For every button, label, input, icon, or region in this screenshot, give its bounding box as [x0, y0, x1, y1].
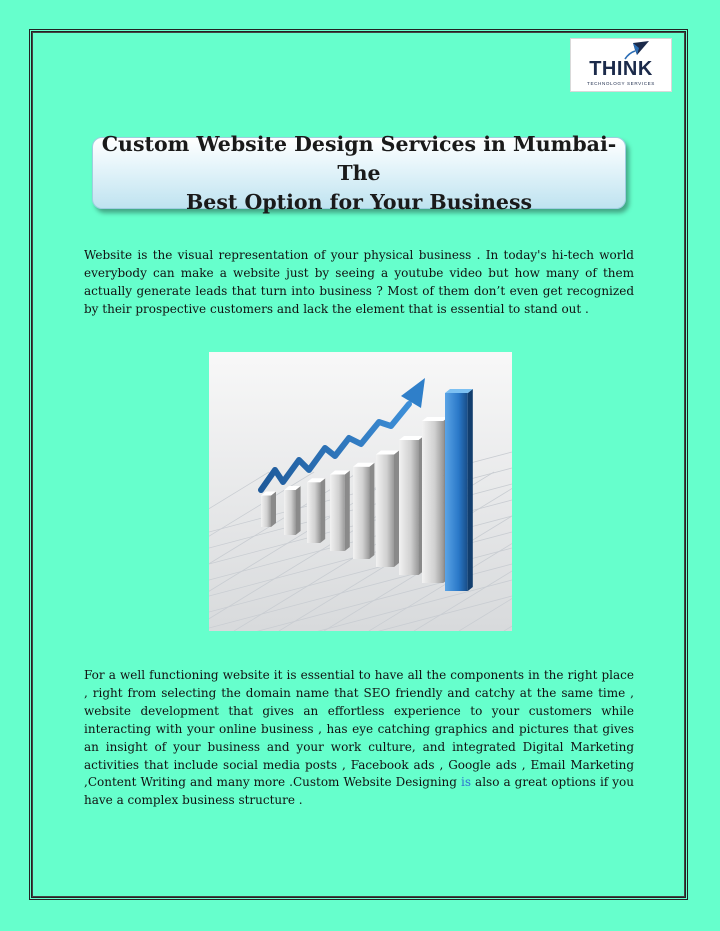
details-text-before: For a well functioning website it is essential to have all the components in the right place , right from selecting the domain name that SEO friendly and catchy at the same time , website development that gives an effortless experience to your customers while interacting with your online business , has eye catching graphics and pictures that gives an insight of your business and your work culture, and integrated Digital Marketing activities that include social media posts , Facebook ads , Google ads , Email Marketing ,Content Writing and many more .Custom Website Designing: [84, 668, 634, 790]
chart-bar: [445, 389, 473, 591]
growth-bar-chart-illustration-icon: [209, 352, 512, 631]
title-banner: [92, 131, 626, 214]
chart-bar: [353, 463, 374, 559]
chart-bar: [376, 451, 399, 568]
chart-bar: [307, 478, 325, 543]
page-title: [93, 130, 625, 217]
chart-bar: [330, 471, 350, 552]
title-line-1: Custom Website Design Services in Mumbai- The: [101, 131, 617, 185]
details-paragraph: [84, 667, 634, 810]
intro-paragraph: Website is the visual representation of your physical business . In today's hi-tech world everybody can make a website just by seeing a youtube video but how many of them actually generate leads that turn into business ? Most of them don’t even get recognized by their prospective customers and lack the element that is essential to stand out .: [84, 248, 634, 316]
growth-chart-image: [209, 352, 512, 631]
details-highlight: is: [461, 775, 472, 790]
title-line-2: Best Option for Your Business: [185, 189, 533, 214]
chart-bar: [422, 417, 448, 583]
chart-bar: [284, 486, 301, 535]
logo-tagline: TECHNOLOGY SERVICES: [587, 81, 655, 86]
company-logo: [570, 38, 672, 92]
logo-name: THINK: [589, 58, 653, 80]
details-text-after: also a great options if you have a complex business structure .: [84, 775, 634, 808]
chart-bar: [261, 492, 276, 528]
chart-bar: [399, 436, 424, 575]
think-logo-icon: [571, 39, 671, 91]
